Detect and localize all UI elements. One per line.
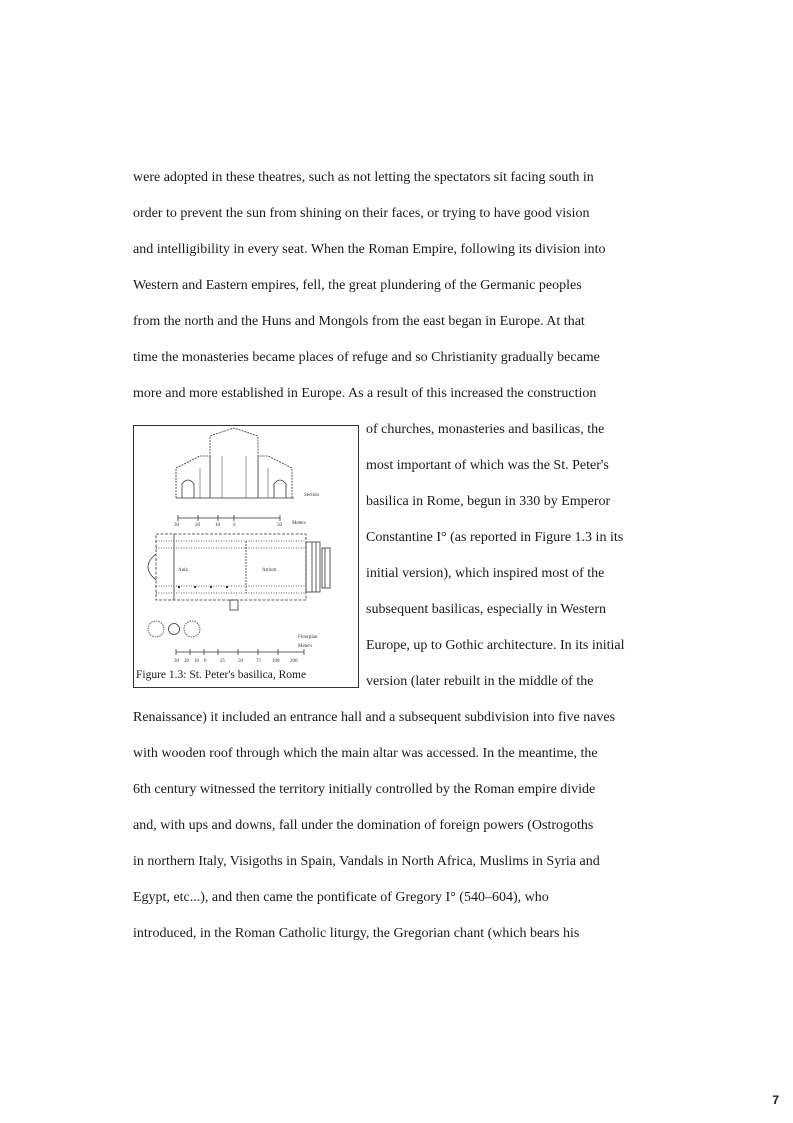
scale-tick-bottom: 100 (272, 659, 280, 664)
scale-tick-bottom: 75 (256, 659, 261, 664)
scale-tick-bottom: 30 (174, 659, 179, 664)
aula-label: Aula (178, 568, 188, 573)
text-line: version (later rebuilt in the middle of the (366, 674, 594, 689)
text-line: most important of which was the St. Peter's (366, 458, 609, 473)
text-line: in northern Italy, Visigoths in Spain, Vandals in North Africa, Muslims in Syria and (133, 854, 600, 869)
text-line: basilica in Rome, begun in 330 by Emperor (366, 494, 611, 509)
scale-tick-top: 50 (277, 523, 282, 528)
figure-caption: Figure 1.3: St. Peter's basilica, Rome (136, 669, 307, 681)
text-line: and intelligibility in every seat. When the Roman Empire, following its division into (133, 242, 606, 257)
text-line: and, with ups and downs, fall under the domination of foreign powers (Ostrogoths (133, 818, 594, 833)
scale-tick-bottom: 20 (184, 659, 189, 664)
scale-unit-top: Meters (292, 521, 306, 526)
scale-tick-bottom: 200 (290, 659, 298, 664)
text-line: Egypt, etc...), and then came the pontificate of Gregory I° (540–604), who (133, 890, 549, 905)
scale-tick-top: 20 (195, 523, 200, 528)
text-line: order to prevent the sun from shining on their faces, or trying to have good vision (133, 206, 590, 221)
text-line: were adopted in these theatres, such as not letting the spectators sit facing south in (133, 170, 594, 185)
text-line: Western and Eastern empires, fell, the great plundering of the Germanic peoples (133, 278, 582, 293)
text-line: 6th century witnessed the territory initially controlled by the Roman empire divide (133, 782, 596, 797)
scale-tick-bottom: 50 (238, 659, 243, 664)
text-line: of churches, monasteries and basilicas, the (366, 422, 605, 437)
scale-tick-top: 30 (174, 523, 179, 528)
text-line: time the monasteries became places of refuge and so Christianity gradually became (133, 350, 600, 365)
scale-tick-top: 10 (215, 523, 220, 528)
scale-tick-bottom: 25 (220, 659, 225, 664)
floorplan-label: Floorplan (298, 635, 318, 640)
scale-tick-bottom: 10 (194, 659, 199, 664)
atrium-label: Atrium (262, 568, 277, 573)
scale-tick-bottom: 0 (204, 659, 207, 664)
text-line: Constantine I° (as reported in Figure 1.3 in its (366, 530, 624, 545)
section-label: Section (304, 493, 319, 498)
text-line: with wooden roof through which the main altar was accessed. In the meantime, the (133, 746, 598, 761)
text-line: initial version), which inspired most of the (366, 566, 605, 581)
scale-tick-top: 0 (233, 523, 236, 528)
basilica-plan-illustration (134, 426, 358, 687)
page-number: 7 (772, 1093, 779, 1107)
text-line: Europe, up to Gothic architecture. In its initial (366, 638, 625, 653)
text-line: from the north and the Huns and Mongols from the east began in Europe. At that (133, 314, 585, 329)
scale-unit-bottom: Meters (298, 644, 312, 649)
text-line: introduced, in the Roman Catholic liturgy, the Gregorian chant (which bears his (133, 926, 580, 941)
text-line: Renaissance) it included an entrance hall and a subsequent subdivision into five naves (133, 710, 616, 725)
figure-basilica (133, 425, 359, 688)
text-line: subsequent basilicas, especially in Western (366, 602, 607, 617)
text-line: more and more established in Europe. As a result of this increased the construction (133, 386, 597, 401)
